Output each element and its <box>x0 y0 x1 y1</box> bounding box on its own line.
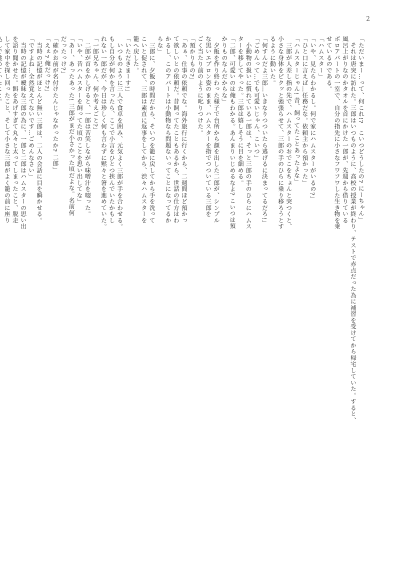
text-line: 「えぇ? 俺だっけ?」 <box>43 36 50 96</box>
body-text <box>2 36 364 541</box>
text-line: 「何すんだよ三郎…いきなりつついたら逃げるに決まってるだろ!」 <box>260 36 267 227</box>
text-line: て欲しいとの依頼だ。昔飼ってたこともあるから、世話の仕方はわ <box>171 36 178 224</box>
text-line: 三郎に、夕飯の時間だから、そいつを籠に戻してから手を洗って <box>147 36 154 224</box>
text-line: 籠へ戻した。 <box>131 36 138 74</box>
text-line: るように動いた。 <box>268 36 275 86</box>
text-line: 「ハムスターじゃん! 昔、飼ってたことあったよな」 <box>292 36 299 185</box>
text-line: いつものように三人で食卓を囲み、元気よく三郎が手を合わせる。 <box>115 36 122 230</box>
text-line: 「いただきまーす!」 <box>123 36 130 95</box>
text-line: 「確かお前が名付けたんじゃなかったか? 二郎」 <box>51 36 58 173</box>
text-line: かるし、このアパートは小動物なら問題ないってことになってるか <box>163 36 170 224</box>
text-line: 小さな身体をピクッと強張らせて、三郎の手のひらに乗り移ろうとす <box>276 36 283 230</box>
text-line: ごく当たり前のように叱りつけた。 <box>196 36 203 136</box>
text-line: せているのである。 <box>324 36 331 93</box>
text-line: 「二郎、可愛いのは俺もわかる。あんまりいじめるなよ? こいつは預 <box>228 36 235 230</box>
text-line: らな」 <box>155 36 162 55</box>
text-line: 小動物の扱いに慣れている一郎は、そっと三郎の手のひらにハムス <box>244 36 251 230</box>
text-line: 「ごめんって…でも可愛いじゃん、こいつ」 <box>252 36 259 161</box>
text-line: な黒いエプロン姿のまま、ハムスターを指でつついている三郎を <box>204 36 211 218</box>
text-line: ターを移してやった。三郎は嬉しそうに目を細める。 <box>236 36 243 186</box>
text-line: 「あぁ、仕事の依頼でな。海外旅行に行くから、二週間ほど預かっ <box>179 36 186 224</box>
text-line: 「あー、あったあった! 三郎がまだ小さかった頃だよな。名前何 <box>67 36 74 216</box>
text-line: 「ですよね…全然覚えてないです…ごめんなさい」 <box>27 36 34 180</box>
text-line: 「預かりもの?」 <box>188 36 195 84</box>
page-number: 2 <box>366 16 370 23</box>
text-line: 「いや、昔ハムスターを飼ってた頃のことを思い出してな」 <box>75 36 82 205</box>
text-line: 「ひと口に言えば…任務だな。依頼主から預かった」 <box>300 36 307 186</box>
text-line: だったっけ?」 <box>59 36 66 78</box>
text-line: れない一郎だが、今日は珍しく何も言わずに黙々と箸を進めていた。 <box>99 36 106 230</box>
text-line: こいと促されて、三郎は素直に返事をしてから、渋々ハムスターを <box>139 36 146 224</box>
text-line: 「ただいまー…って、何これ!? こいつどうしたの? にーちゃん」 <box>357 36 363 223</box>
text-line: かりものなんだからな」 <box>220 36 227 105</box>
text-line: それは唐突に訪れた。三郎はいつものように、高校の授業が終わり、テストで赤点だった為に補習を受けてから帰宅していた。すると、 <box>348 36 355 424</box>
text-line: 「いや、見たらわかるし。何で家にハムスターがいるの?」 <box>308 36 315 203</box>
text-line: 夕飯を作り終わった様子で台所から顔を出した二郎が、シンプル <box>212 36 219 224</box>
text-line: 二郎が首をかしげると、一郎は苦笑しながら味噌汁を啜った。 <box>83 36 90 218</box>
text-line: して家中を探し回ったこと、そして小さな三郎がよく籠の前に座り <box>2 36 9 224</box>
text-line: 当時の記憶が曖昧な三郎の為に、一郎と二郎はハムスターの思い出 <box>19 36 26 230</box>
text-line: 三郎が人差し指の先で、ハムスターのおでこをちょんと突つくと、 <box>284 36 291 230</box>
text-line: 「一郎兄ちゃん、何か考えごと?」 <box>91 36 98 134</box>
text-line: を語り聞かせた。餌をあげすぎて丸々と太ってしまったこと、脱走 <box>10 36 17 224</box>
text-line: 風呂上がりなのかタオルを首にかけた一郎が、先週から借りている <box>340 36 347 224</box>
text-line: 「ハムスター」 <box>316 36 323 80</box>
text-line: もし自分が何かを言ったら、ここで小言をひとつ挟んでいたかもし <box>107 36 114 224</box>
text-line: 当時の記憶がほとんど無い三郎は、二人の会話に目を瞬かせる。 <box>35 36 42 224</box>
text-line: ボロアパートの一室で、自分の指先に小さなフワフワした生き物を乗 <box>332 36 339 230</box>
